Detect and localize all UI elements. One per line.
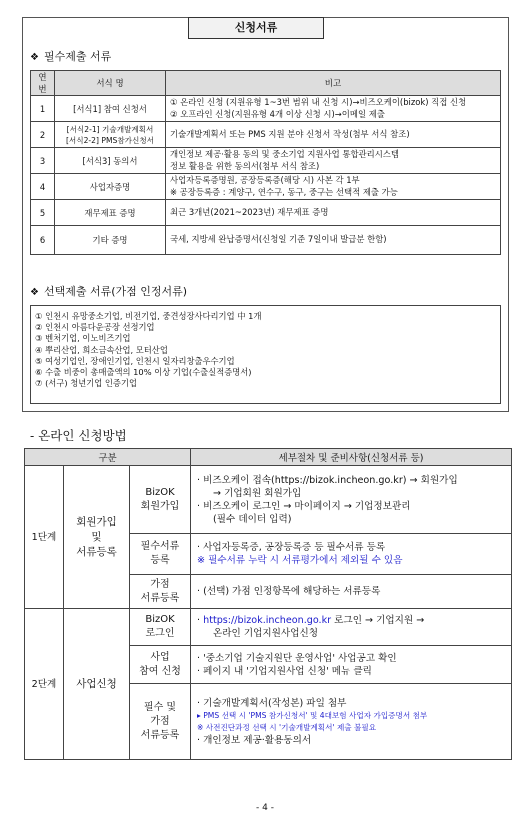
sub-step-line: BizOK: [145, 614, 175, 625]
step-label: 1단계: [25, 466, 64, 609]
bizok-link[interactable]: https://bizok.incheon.go.kr: [203, 615, 332, 626]
step-detail: [191, 684, 512, 760]
row-note-line: 정보 활용을 위한 동의서(첨부 서식 참조): [170, 160, 320, 171]
list-item: ③ 벤처기업, 이노비즈기업: [35, 333, 131, 344]
detail-line: 온라인 기업지원사업신청: [213, 628, 318, 639]
table-header-row: [31, 71, 501, 96]
row-name-line: [서식2-1] 기술개발계획서: [66, 124, 154, 134]
col-note: 비고: [166, 71, 501, 96]
step-group-line: 서류등록: [76, 545, 117, 558]
step-detail: [191, 609, 512, 646]
row-name-line: 재무제표 증명: [84, 207, 136, 218]
detail-line: · 사업자등록증, 공장등록증 등 필수서류 등록: [197, 542, 386, 553]
row-name: [55, 226, 166, 255]
row-note-line: 기술개발계획서 또는 PMS 지원 분야 신청서 작성(첨부 서식 참조): [170, 128, 410, 139]
detail-line: (필수 데이터 입력): [213, 513, 292, 525]
sub-step: [130, 466, 191, 534]
table-row: [31, 96, 501, 122]
step-group-line: 회원가입: [76, 515, 117, 528]
row-no: 4: [31, 174, 55, 200]
row-note: [166, 148, 501, 174]
row-name-line: [서식3] 동의서: [82, 155, 138, 166]
detail-text: 로그인 → 기업지원 →: [331, 615, 425, 626]
sub-step: [130, 534, 191, 575]
sub-step-line: 필수서류: [140, 541, 180, 552]
sub-step-line: 가점: [150, 715, 170, 727]
step-group: [64, 466, 130, 609]
col-no: 연번: [31, 71, 55, 96]
row-name: [55, 96, 166, 122]
row-note-line: 개인정보 제공·활용 동의 및 중소기업 지원사업 통합관리시스템: [170, 149, 399, 159]
row-no: 6: [31, 226, 55, 255]
optional-heading-text: 선택제출 서류(가점 인정서류): [43, 285, 188, 298]
detail-line: · (선택) 가점 인정항목에 해당하는 서류등록: [197, 586, 381, 597]
row-name-line: 기타 증명: [92, 235, 128, 245]
row-no: 5: [31, 200, 55, 226]
required-docs-table: [30, 70, 501, 255]
required-heading: [30, 48, 111, 64]
row-name: [55, 148, 166, 174]
sub-step-line: BizOK: [145, 486, 175, 498]
detail-line: ※ 사전진단과정 선택 시 '기술개발계획서' 제출 불필요: [197, 722, 377, 732]
required-heading-text: 필수제출 서류: [43, 50, 112, 63]
row-no: 1: [31, 96, 55, 122]
detail-line: ▸ PMS 선택 시 'PMS 참가신청서' 및 4대보험 사업자 가입증명서 첨부: [197, 710, 428, 720]
online-heading: - 온라인 신청방법: [30, 428, 127, 443]
step-detail: [191, 534, 512, 575]
row-note: [166, 174, 501, 200]
table-row: [31, 148, 501, 174]
detail-line: · 페이지 내 '기업지원사업 신청' 메뉴 클릭: [197, 665, 372, 677]
detail-line: · 기술개발계획서(작성본) 파일 첨부: [197, 697, 347, 709]
list-item: ⑤ 여성기업인, 장애인기업, 인천시 일자리창출우수기업: [35, 355, 235, 366]
sub-step-line: 회원가입: [140, 500, 180, 512]
table-row: [31, 174, 501, 200]
table-row: [25, 609, 512, 646]
table-header-row: [25, 449, 512, 466]
sub-step: [130, 684, 191, 760]
table-row: [25, 466, 512, 534]
list-item: ⑥ 수출 비중이 총매출액의 10% 이상 기업(수출실적증명서): [35, 367, 252, 378]
row-name: [55, 122, 166, 148]
row-note-line: 사업자등록증명원, 공장등록증(해당 시) 사본 각 1부: [170, 175, 360, 185]
step-detail: [191, 466, 512, 534]
row-name: [55, 200, 166, 226]
list-item: ⑦ (서구) 청년기업 인증기업: [35, 378, 137, 389]
sub-step-line: 로그인: [145, 628, 175, 639]
step-detail: [191, 575, 512, 609]
detail-line: → 기업회원 회원가입: [213, 487, 302, 499]
sub-step-line: 서류등록: [140, 729, 180, 741]
row-name: [55, 174, 166, 200]
row-no: 2: [31, 122, 55, 148]
sub-step-line: 등록: [150, 555, 170, 566]
col-category: 구분: [25, 449, 191, 466]
sub-step-line: 사업: [150, 651, 170, 663]
table-row: [31, 122, 501, 148]
sub-step-line: 필수 및: [143, 701, 177, 713]
sub-step-line: 서류등록: [140, 592, 180, 604]
sub-step-line: 가점: [150, 578, 170, 590]
detail-line: · 개인정보 제공·활용동의서: [197, 734, 312, 746]
detail-line: [197, 614, 505, 627]
sub-step: [130, 575, 191, 609]
row-note: [166, 226, 501, 255]
step-group-line: 사업신청: [76, 677, 117, 690]
row-note: [166, 122, 501, 148]
optional-heading: [30, 283, 187, 299]
detail-line: · 비즈오케이 로그인 → 마이페이지 → 기업정보관리: [197, 500, 411, 512]
step-group-line: 및: [91, 530, 102, 543]
list-item: ④ 뿌리산업, 희소금속산업, 모터산업: [35, 344, 168, 355]
step-label: 2단계: [25, 609, 64, 760]
detail-line: · '중소기업 기술지원단 운영사업' 사업공고 확인: [197, 652, 397, 664]
row-note: [166, 200, 501, 226]
detail-line: · 비즈오케이 접속(https://bizok.incheon.go.kr) → 회원가입: [197, 474, 458, 486]
row-note-line: 최근 3개년(2021~2023년) 재무제표 증명: [170, 206, 329, 217]
row-note-line: ※ 공장등록증 : 계양구, 연수구, 동구, 중구는 선택적 제출 가능: [170, 186, 398, 197]
row-no: 3: [31, 148, 55, 174]
list-item: ② 인천시 아름다운공장 선정기업: [35, 322, 155, 333]
sub-step-line: 참여 신청: [139, 665, 181, 677]
list-item: ① 인천시 유망중소기업, 비전기업, 중견성장사다리기업 中 1개: [35, 311, 262, 321]
diamond-bullet-icon: ❖: [30, 52, 39, 63]
step-group: [64, 609, 130, 760]
row-note-line: ① 온라인 신청 (지원유형 1~3번 범위 내 신청 시)→비즈오케이(bizok) 직접 신청: [170, 97, 467, 107]
online-steps-table: [24, 448, 512, 760]
dot: ·: [197, 615, 204, 626]
row-name-line: [서식1] 참여 신청서: [73, 103, 147, 114]
page-number: - 4 -: [256, 803, 274, 813]
row-name-line: [서식2-2] PMS참가신청서: [65, 135, 155, 145]
detail-line: ※ 필수서류 누락 시 서류평가에서 제외될 수 있음: [197, 555, 403, 566]
optional-docs-list: [30, 305, 501, 404]
sub-step: [130, 609, 191, 646]
row-note-line: ② 오프라인 신청(지원유형 4개 이상 신청 시)→이메일 제출: [170, 108, 385, 119]
row-note-line: 국세, 지방세 완납증명서(신청일 기준 7일이내 발급분 한함): [170, 234, 387, 245]
row-name-line: 사업자증명: [89, 181, 131, 192]
diamond-bullet-icon: ❖: [30, 287, 39, 298]
row-note: [166, 96, 501, 122]
col-name: 서식 명: [55, 71, 166, 96]
col-detail: 세부절차 및 준비사항(신청서류 등): [191, 449, 512, 466]
step-detail: [191, 646, 512, 684]
table-row: [31, 226, 501, 255]
table-row: [31, 200, 501, 226]
page-title: 신청서류: [188, 17, 324, 39]
sub-step: [130, 646, 191, 684]
